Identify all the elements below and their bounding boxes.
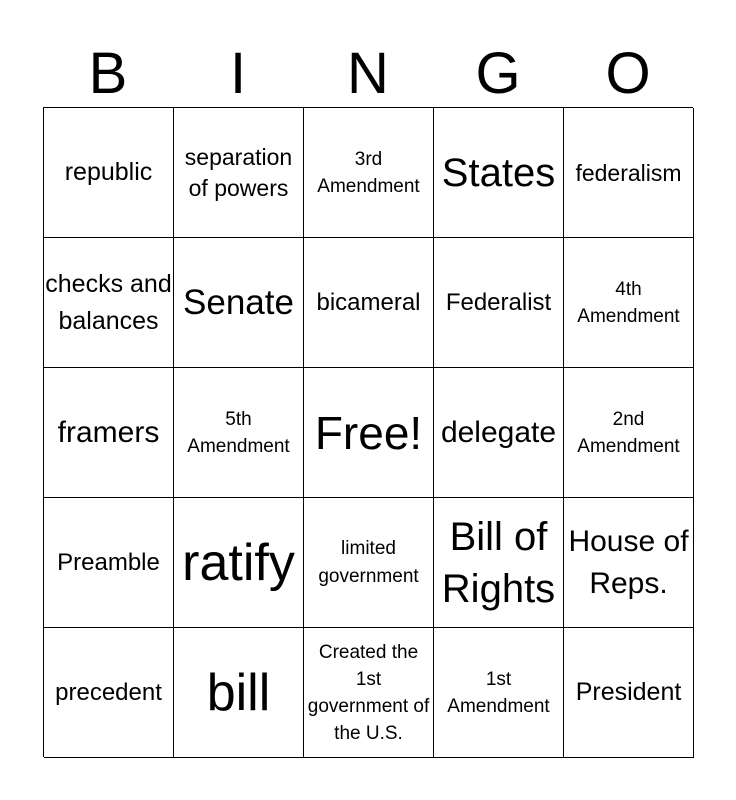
bingo-cell[interactable] (174, 368, 304, 498)
cell-text: framers (57, 415, 160, 449)
bingo-cell[interactable] (564, 368, 694, 498)
bingo-cell[interactable] (44, 498, 174, 628)
header-letter-o: O (605, 41, 651, 106)
cell-text: Preamble (57, 548, 160, 576)
bingo-cell[interactable] (434, 628, 564, 758)
cell-text: 5th Amendment (187, 408, 290, 457)
bingo-cell[interactable] (304, 108, 434, 238)
cell-text: ratify (182, 533, 295, 592)
cell-text: Senate (183, 282, 294, 322)
bingo-cell[interactable] (564, 628, 694, 758)
cell-text: delegate (440, 415, 557, 449)
cell-text: Federalist (445, 288, 552, 316)
bingo-cell[interactable] (174, 108, 304, 238)
bingo-cell[interactable] (44, 238, 174, 368)
cell-text: President (575, 678, 682, 706)
cell-text: bicameral (316, 288, 421, 316)
free-space-text: Free! (314, 406, 423, 459)
cell-text: Created the 1st government of the U.S. (307, 641, 430, 744)
header-letter-b: B (88, 41, 128, 106)
cell-text: Bill of Rights (441, 514, 556, 611)
cell-text: States (441, 150, 556, 195)
bingo-cell[interactable] (44, 108, 174, 238)
cell-text: checks and balances (45, 269, 172, 335)
bingo-cell[interactable] (174, 628, 304, 758)
bingo-cell[interactable] (304, 238, 434, 368)
cell-text: 3rd Amendment (317, 148, 420, 197)
header-letter-i: I (229, 41, 247, 106)
cell-text: precedent (55, 678, 162, 706)
bingo-cell[interactable] (434, 238, 564, 368)
bingo-free-space[interactable] (304, 368, 434, 498)
bingo-cell[interactable] (434, 498, 564, 628)
cell-text: limited government (318, 537, 419, 587)
cell-text: 1st Amendment (447, 668, 550, 717)
cell-text: federalism (575, 159, 682, 186)
bingo-cell[interactable] (174, 498, 304, 628)
bingo-cell[interactable] (434, 108, 564, 238)
bingo-cell[interactable] (564, 238, 694, 368)
bingo-cell[interactable] (44, 368, 174, 498)
bingo-grid (43, 107, 693, 757)
bingo-cell[interactable] (564, 108, 694, 238)
cell-text: 2nd Amendment (577, 408, 680, 457)
bingo-cell[interactable] (434, 368, 564, 498)
bingo-header (43, 40, 693, 108)
cell-text: 4th Amendment (577, 278, 680, 327)
header-letter-g: G (475, 41, 521, 106)
cell-text: House of Reps. (568, 524, 689, 600)
bingo-cell[interactable] (304, 498, 434, 628)
cell-text: bill (206, 663, 271, 722)
bingo-cell[interactable] (174, 238, 304, 368)
bingo-cell[interactable] (44, 628, 174, 758)
bingo-cell[interactable] (564, 498, 694, 628)
cell-text: separation of powers (184, 143, 293, 201)
bingo-cell[interactable] (304, 628, 434, 758)
header-letter-n: N (347, 41, 389, 106)
cell-text: republic (64, 158, 153, 186)
